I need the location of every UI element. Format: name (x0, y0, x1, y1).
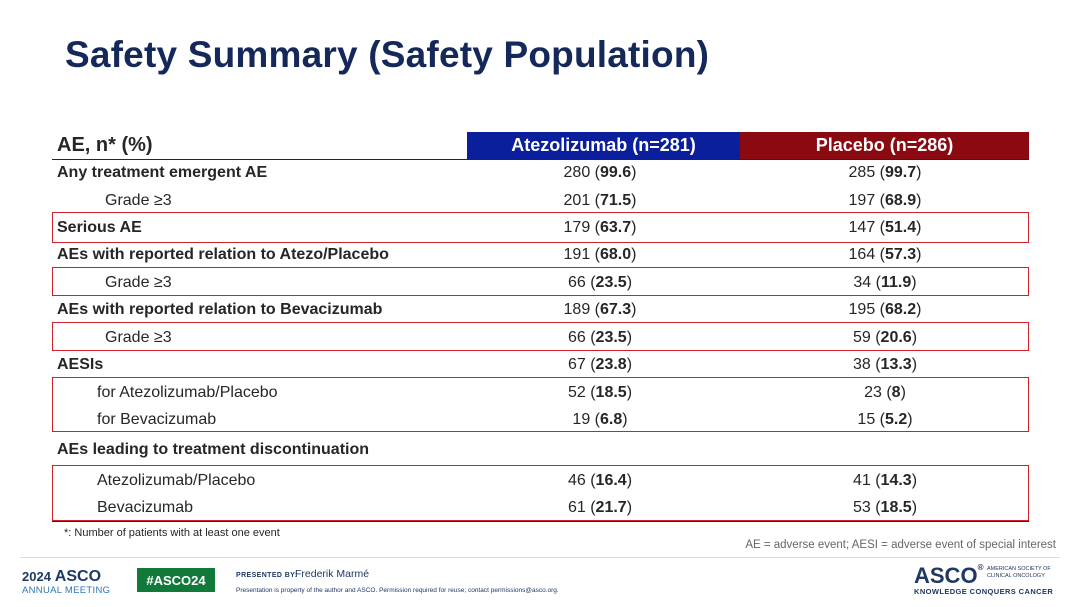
placebo-value-cell: 59 (20.6) (852, 329, 918, 346)
atezo-count: 201 (563, 192, 591, 209)
placebo-count: 285 (848, 164, 876, 181)
slide-title: Safety Summary (Safety Population) (65, 34, 710, 75)
placebo-value-cell: 34 (11.9) (853, 274, 917, 291)
row-label: AEs with reported relation to Atezo/Placebo (57, 246, 389, 263)
atezo-value-cell: 46 (16.4) (567, 472, 633, 489)
placebo-count: 34 (853, 274, 872, 291)
hashtag-badge: #ASCO24 (137, 568, 215, 592)
atezo-count: 46 (567, 472, 586, 489)
table-row (0, 438, 1080, 462)
asco-logo-text: ASCO (914, 563, 978, 588)
placebo-percent: 11.9 (880, 274, 912, 291)
placebo-value-cell: 147 (51.4) (848, 219, 922, 236)
placebo-count: 15 (857, 411, 876, 428)
atezo-value-cell: 19 (6.8) (572, 411, 628, 428)
society-line-2: CLINICAL ONCOLOGY (987, 573, 1045, 579)
table-header-placebo: Placebo (n=286) (740, 132, 1029, 159)
society-name (987, 566, 1051, 580)
atezo-value-cell: 191 (68.0) (563, 246, 637, 263)
highlight-box (52, 212, 1029, 243)
atezo-percent: 71.5 (600, 192, 632, 209)
property-notice: Presentation is property of the author and ASCO. Permission required for reuse; contact permissions@asco.org. (236, 587, 559, 594)
atezo-count: 19 (572, 411, 591, 428)
row-label: AEs with reported relation to Bevacizumab (57, 301, 383, 318)
atezo-percent: 16.4 (595, 472, 627, 489)
atezo-value-cell: 52 (18.5) (567, 384, 633, 401)
atezo-count: 191 (563, 246, 591, 263)
atezo-value-cell: 66 (23.5) (567, 329, 633, 346)
atezo-count: 67 (567, 356, 586, 373)
registered-mark-icon: ® (977, 563, 984, 572)
highlight-box (52, 267, 1029, 296)
placebo-percent: 5.2 (885, 411, 908, 428)
atezo-percent: 21.7 (595, 499, 627, 516)
placebo-count: 53 (852, 499, 871, 516)
footnote: *: Number of patients with at least one event (64, 527, 280, 539)
atezo-percent: 23.8 (595, 356, 627, 373)
meeting-logo (22, 568, 101, 586)
row-label: for Bevacizumab (97, 411, 217, 428)
placebo-count: 59 (852, 329, 871, 346)
atezo-value-cell: 179 (63.7) (563, 219, 637, 236)
row-label: Any treatment emergent AE (57, 164, 268, 181)
atezo-count: 179 (563, 219, 591, 236)
atezo-value-cell: 201 (71.5) (563, 192, 637, 209)
placebo-value-cell: 41 (14.3) (852, 472, 918, 489)
placebo-percent: 68.2 (885, 301, 917, 318)
atezo-value-cell: 61 (21.7) (567, 499, 633, 516)
table-header-atezolizumab: Atezolizumab (n=281) (467, 132, 740, 159)
row-label: AESIs (57, 356, 104, 373)
row-label: for Atezolizumab/Placebo (97, 384, 278, 401)
placebo-percent: 68.9 (885, 192, 917, 209)
society-line-1: AMERICAN SOCIETY OF (987, 566, 1051, 572)
placebo-percent: 14.3 (880, 472, 912, 489)
row-label: AEs leading to treatment discontinuation (57, 441, 370, 458)
placebo-count: 41 (852, 472, 871, 489)
table-row (0, 161, 1080, 185)
atezo-value-cell: 67 (23.8) (567, 356, 633, 373)
table-row (0, 298, 1080, 322)
meeting-name: ANNUAL MEETING (22, 585, 111, 596)
presenter-name: Frederik Marmé (295, 568, 370, 580)
atezo-value-cell: 280 (99.6) (563, 164, 637, 181)
atezo-value-cell: 66 (23.5) (567, 274, 633, 291)
abbreviation-note: AE = adverse event; AESI = adverse event of special interest (745, 539, 1056, 551)
placebo-percent: 51.4 (885, 219, 917, 236)
highlight-box (52, 465, 1029, 521)
placebo-count: 164 (848, 246, 876, 263)
placebo-percent: 20.6 (880, 329, 912, 346)
atezo-percent: 18.5 (595, 384, 627, 401)
row-label: Grade ≥3 (105, 192, 172, 209)
table-row (0, 353, 1080, 377)
atezo-percent: 68.0 (600, 246, 632, 263)
asco-logo (914, 563, 983, 589)
atezo-count: 280 (563, 164, 591, 181)
atezo-percent: 99.6 (600, 164, 632, 181)
placebo-percent: 8 (891, 384, 901, 401)
table-header-label: AE, n* (%) (57, 134, 153, 156)
table-row (0, 189, 1080, 213)
highlight-box (52, 322, 1029, 351)
row-label: Grade ≥3 (105, 329, 172, 346)
placebo-count: 147 (848, 219, 876, 236)
placebo-value-cell: 195 (68.2) (848, 301, 922, 318)
placebo-value-cell: 197 (68.9) (848, 192, 922, 209)
table-bottom-divider (52, 521, 1029, 522)
header-divider (52, 159, 1029, 160)
atezo-percent: 23.5 (595, 329, 627, 346)
placebo-count: 195 (848, 301, 876, 318)
atezo-count: 52 (567, 384, 586, 401)
placebo-percent: 99.7 (885, 164, 917, 181)
placebo-percent: 18.5 (880, 499, 912, 516)
placebo-count: 23 (864, 384, 882, 401)
placebo-percent: 57.3 (885, 246, 917, 263)
placebo-value-cell: 53 (18.5) (852, 499, 918, 516)
placebo-value-cell: 164 (57.3) (848, 246, 922, 263)
row-label: Bevacizumab (97, 499, 194, 516)
row-label: Atezolizumab/Placebo (97, 472, 256, 489)
placebo-value-cell: 23 (8) (864, 384, 906, 401)
placebo-count: 197 (848, 192, 876, 209)
meeting-brand: ASCO (54, 568, 102, 585)
atezo-count: 61 (567, 499, 586, 516)
placebo-value-cell: 15 (5.2) (857, 411, 913, 428)
tagline: KNOWLEDGE CONQUERS CANCER (914, 587, 1054, 596)
atezo-count: 66 (567, 274, 586, 291)
placebo-value-cell: 285 (99.7) (848, 164, 922, 181)
atezo-percent: 23.5 (595, 274, 627, 291)
atezo-count: 66 (567, 329, 586, 346)
table-row (0, 243, 1080, 267)
atezo-percent: 67.3 (600, 301, 632, 318)
presented-by-label: PRESENTED BY: (236, 572, 298, 579)
placebo-value-cell: 38 (13.3) (852, 356, 918, 373)
placebo-percent: 13.3 (880, 356, 912, 373)
row-label: Grade ≥3 (105, 274, 172, 291)
footer-divider (20, 557, 1060, 558)
row-label: Serious AE (57, 219, 142, 236)
meeting-year: 2024 (22, 569, 51, 584)
atezo-percent: 6.8 (600, 411, 623, 428)
placebo-count: 38 (852, 356, 871, 373)
atezo-percent: 63.7 (600, 219, 632, 236)
atezo-value-cell: 189 (67.3) (563, 301, 637, 318)
atezo-count: 189 (563, 301, 591, 318)
highlight-box (52, 377, 1029, 432)
